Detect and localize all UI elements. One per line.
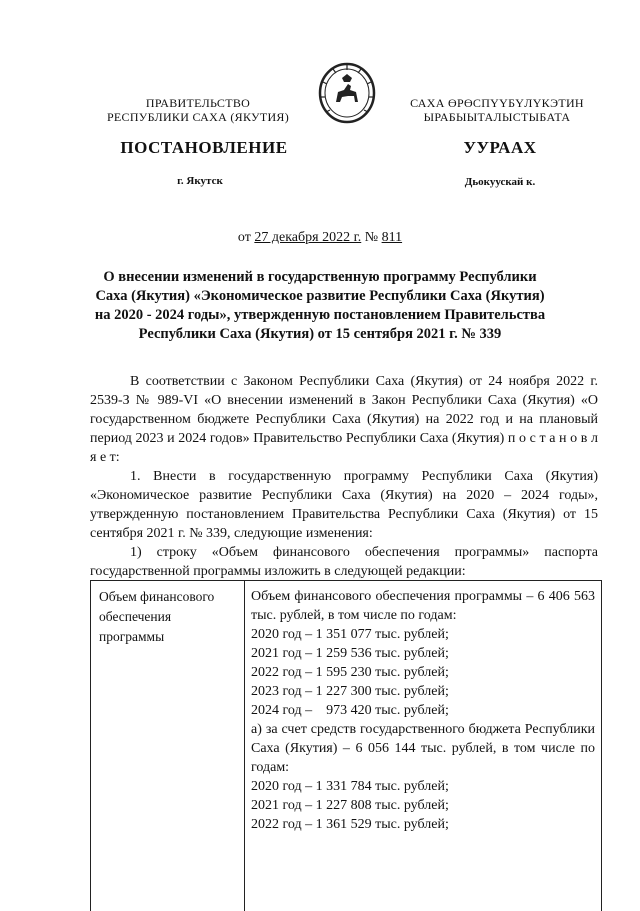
table-line: Объем финансового обеспечения программы – 6 406 563 тыс. рублей, в том числе по годам:	[251, 589, 595, 623]
document-number: 811	[381, 230, 403, 245]
table-right-cell	[251, 587, 595, 834]
left-org-line-1: ПРАВИТЕЛЬСТВО	[145, 96, 251, 110]
left-org-header	[98, 96, 298, 124]
table-line: 2020 год – 1 351 077 тыс. рублей;	[251, 627, 449, 642]
table-line: 2022 год – 1 595 230 тыс. рублей;	[251, 665, 449, 680]
left-org-line-2: РЕСПУБЛИКИ САХА (ЯКУТИЯ)	[106, 110, 290, 124]
right-org-line-2: ЫРАБЫЫТАЛЫСТЫБАТА	[423, 110, 571, 124]
document-type-sah: УУРААХ	[463, 138, 537, 157]
table-line: 2023 год – 1 227 300 тыс. рублей;	[251, 684, 449, 699]
document-date-number	[80, 230, 560, 246]
date-value: 27 декабря 2022 г.	[254, 230, 362, 245]
table-line: 2022 год – 1 361 529 тыс. рублей;	[251, 817, 449, 832]
city-sah: Дьокуускай к.	[464, 176, 536, 188]
city-ru: г. Якутск	[177, 175, 223, 187]
document-subject: О внесении изменений в государственную программу Республики Саха (Якутия) «Экономическое развитие Республики Саха (Якутия) на 2020 - 2024 годы», утвержденную постановлением Правительства Республики Саха (Якутия) от 15 сентября 2021 г. № 339	[94, 269, 546, 342]
body-paragraph-1: В соответствии с Законом Республики Саха (Якутия) от 24 ноября 2022 г. 2539-З № 989-VI «О внесении изменений в Закон Республики Саха (Якутия) «О государственном бюджете Республики Саха (Якутия) на 2022 год и на плановый период 2023 и 2024 годов» Правительство Республики Саха (Якутия) п о с т а н о в л я е т:	[90, 374, 598, 465]
table-left-label: Объем финансового обеспечения программы	[99, 589, 215, 644]
table-line: а) за счет средств государственного бюджета Республики Саха (Якутия) – 6 056 144 тыс. рублей, в том числе по годам:	[251, 722, 595, 775]
table-line: 2021 год – 1 227 808 тыс. рублей;	[251, 798, 449, 813]
body-paragraph-3: 1) строку «Объем финансового обеспечения программы» паспорта государственной программы изложить в следующей редакции:	[90, 545, 598, 579]
financing-table	[90, 580, 602, 911]
document-type-ru: ПОСТАНОВЛЕНИЕ	[120, 138, 288, 157]
table-column-divider	[244, 581, 245, 911]
right-org-header	[382, 96, 612, 124]
date-prefix: от	[237, 230, 251, 245]
sakha-republic-emblem-icon	[318, 62, 376, 124]
right-org-line-1: САХА ӨРӨСПҮҮБҮЛҮКЭТИН	[410, 96, 584, 110]
document-body	[90, 372, 598, 581]
number-prefix: №	[364, 230, 379, 245]
table-line: 2020 год – 1 331 784 тыс. рублей;	[251, 779, 449, 794]
body-paragraph-2: 1. Внести в государственную программу Республики Саха (Якутия) «Экономическое развитие Республики Саха (Якутия) на 2020 – 2024 годы», утвержденную постановлением Правительства Республики Саха (Якутия) от 15 сентября 2021 г. № 339, следующие изменения:	[90, 469, 598, 541]
table-line: 2024 год – 973 420 тыс. рублей;	[251, 703, 449, 718]
table-line: 2021 год – 1 259 536 тыс. рублей;	[251, 646, 449, 661]
